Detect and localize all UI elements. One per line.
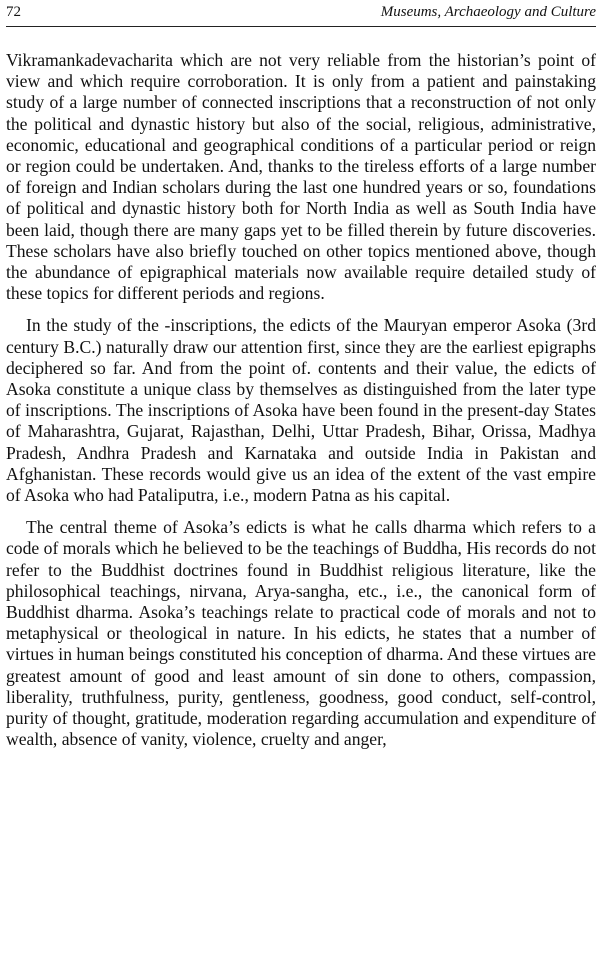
body-text <box>6 50 596 762</box>
page-header <box>6 2 596 27</box>
paragraph-dharma: The central theme of Asoka’s edicts is what he calls dharma which refers to a code of morals which he believed to be the teachings of Buddha, His records do not refer to the Buddhist doctrines found in Buddhist religious literature, like the philosophical teachings, nirvana, Arya-sangha, etc., i.e., the canonical form of Buddhist dharma. Asoka’s teachings relate to practical code of morals and not to metaphysical or theological in nature. In his edicts, he states that a number of virtues in human beings constituted his conception of dharma. And these virtues are greatest amount of good and least amount of sin done to others, compassion, liberality, truthfulness, purity, gentleness, goodness, good conduct, self-control, purity of thought, gratitude, moderation regarding accumulation and expenditure of wealth, absence of vanity, violence, cruelty and anger, <box>6 517 596 750</box>
running-title: Museums, Archaeology and Culture <box>380 4 596 20</box>
paragraph-asoka-edicts: In the study of the -inscriptions, the edicts of the Mauryan emperor Asoka (3rd century B.C.) naturally draw our attention first, since they are the earliest epigraphs deciphered so far. And from the point of. contents and their value, the edicts of Asoka constitute a unique class by themselves as distinguished from the later type of inscriptions. The inscriptions of Asoka have been found in the present-day States of Maharashtra, Gujarat, Rajasthan, Delhi, Uttar Pradesh, Bihar, Orissa, Madhya Pradesh, Andhra Pradesh and Karnataka and outside India in Pakistan and Afghanistan. These records would give us an idea of the extent of the vast empire of Asoka who had Pataliputra, i.e., modern Patna as his capital. <box>6 315 596 506</box>
paragraph-continuation: Vikramankadevacharita which are not very reliable from the historian’s point of view and which require corroboration. It is only from a patient and painstaking study of a large number of connected inscriptions that a reconstruction of not only the political and dynastic history but also of the social, religious, administrative, economic, educational and geographical conditions of a particular period or reign or region could be undertaken. And, thanks to the tireless efforts of a large number of foreign and Indian scholars during the last one hundred years or so, foundations of political and dynastic history both for North India as well as South India have been laid, though there are many gaps yet to be filled therein by future discoveries. These scholars have also briefly touched on other topics mentioned above, though the abundance of epigraphical materials now available require detailed study of these topics for different periods and regions. <box>6 50 596 304</box>
page-number: 72 <box>6 4 21 20</box>
